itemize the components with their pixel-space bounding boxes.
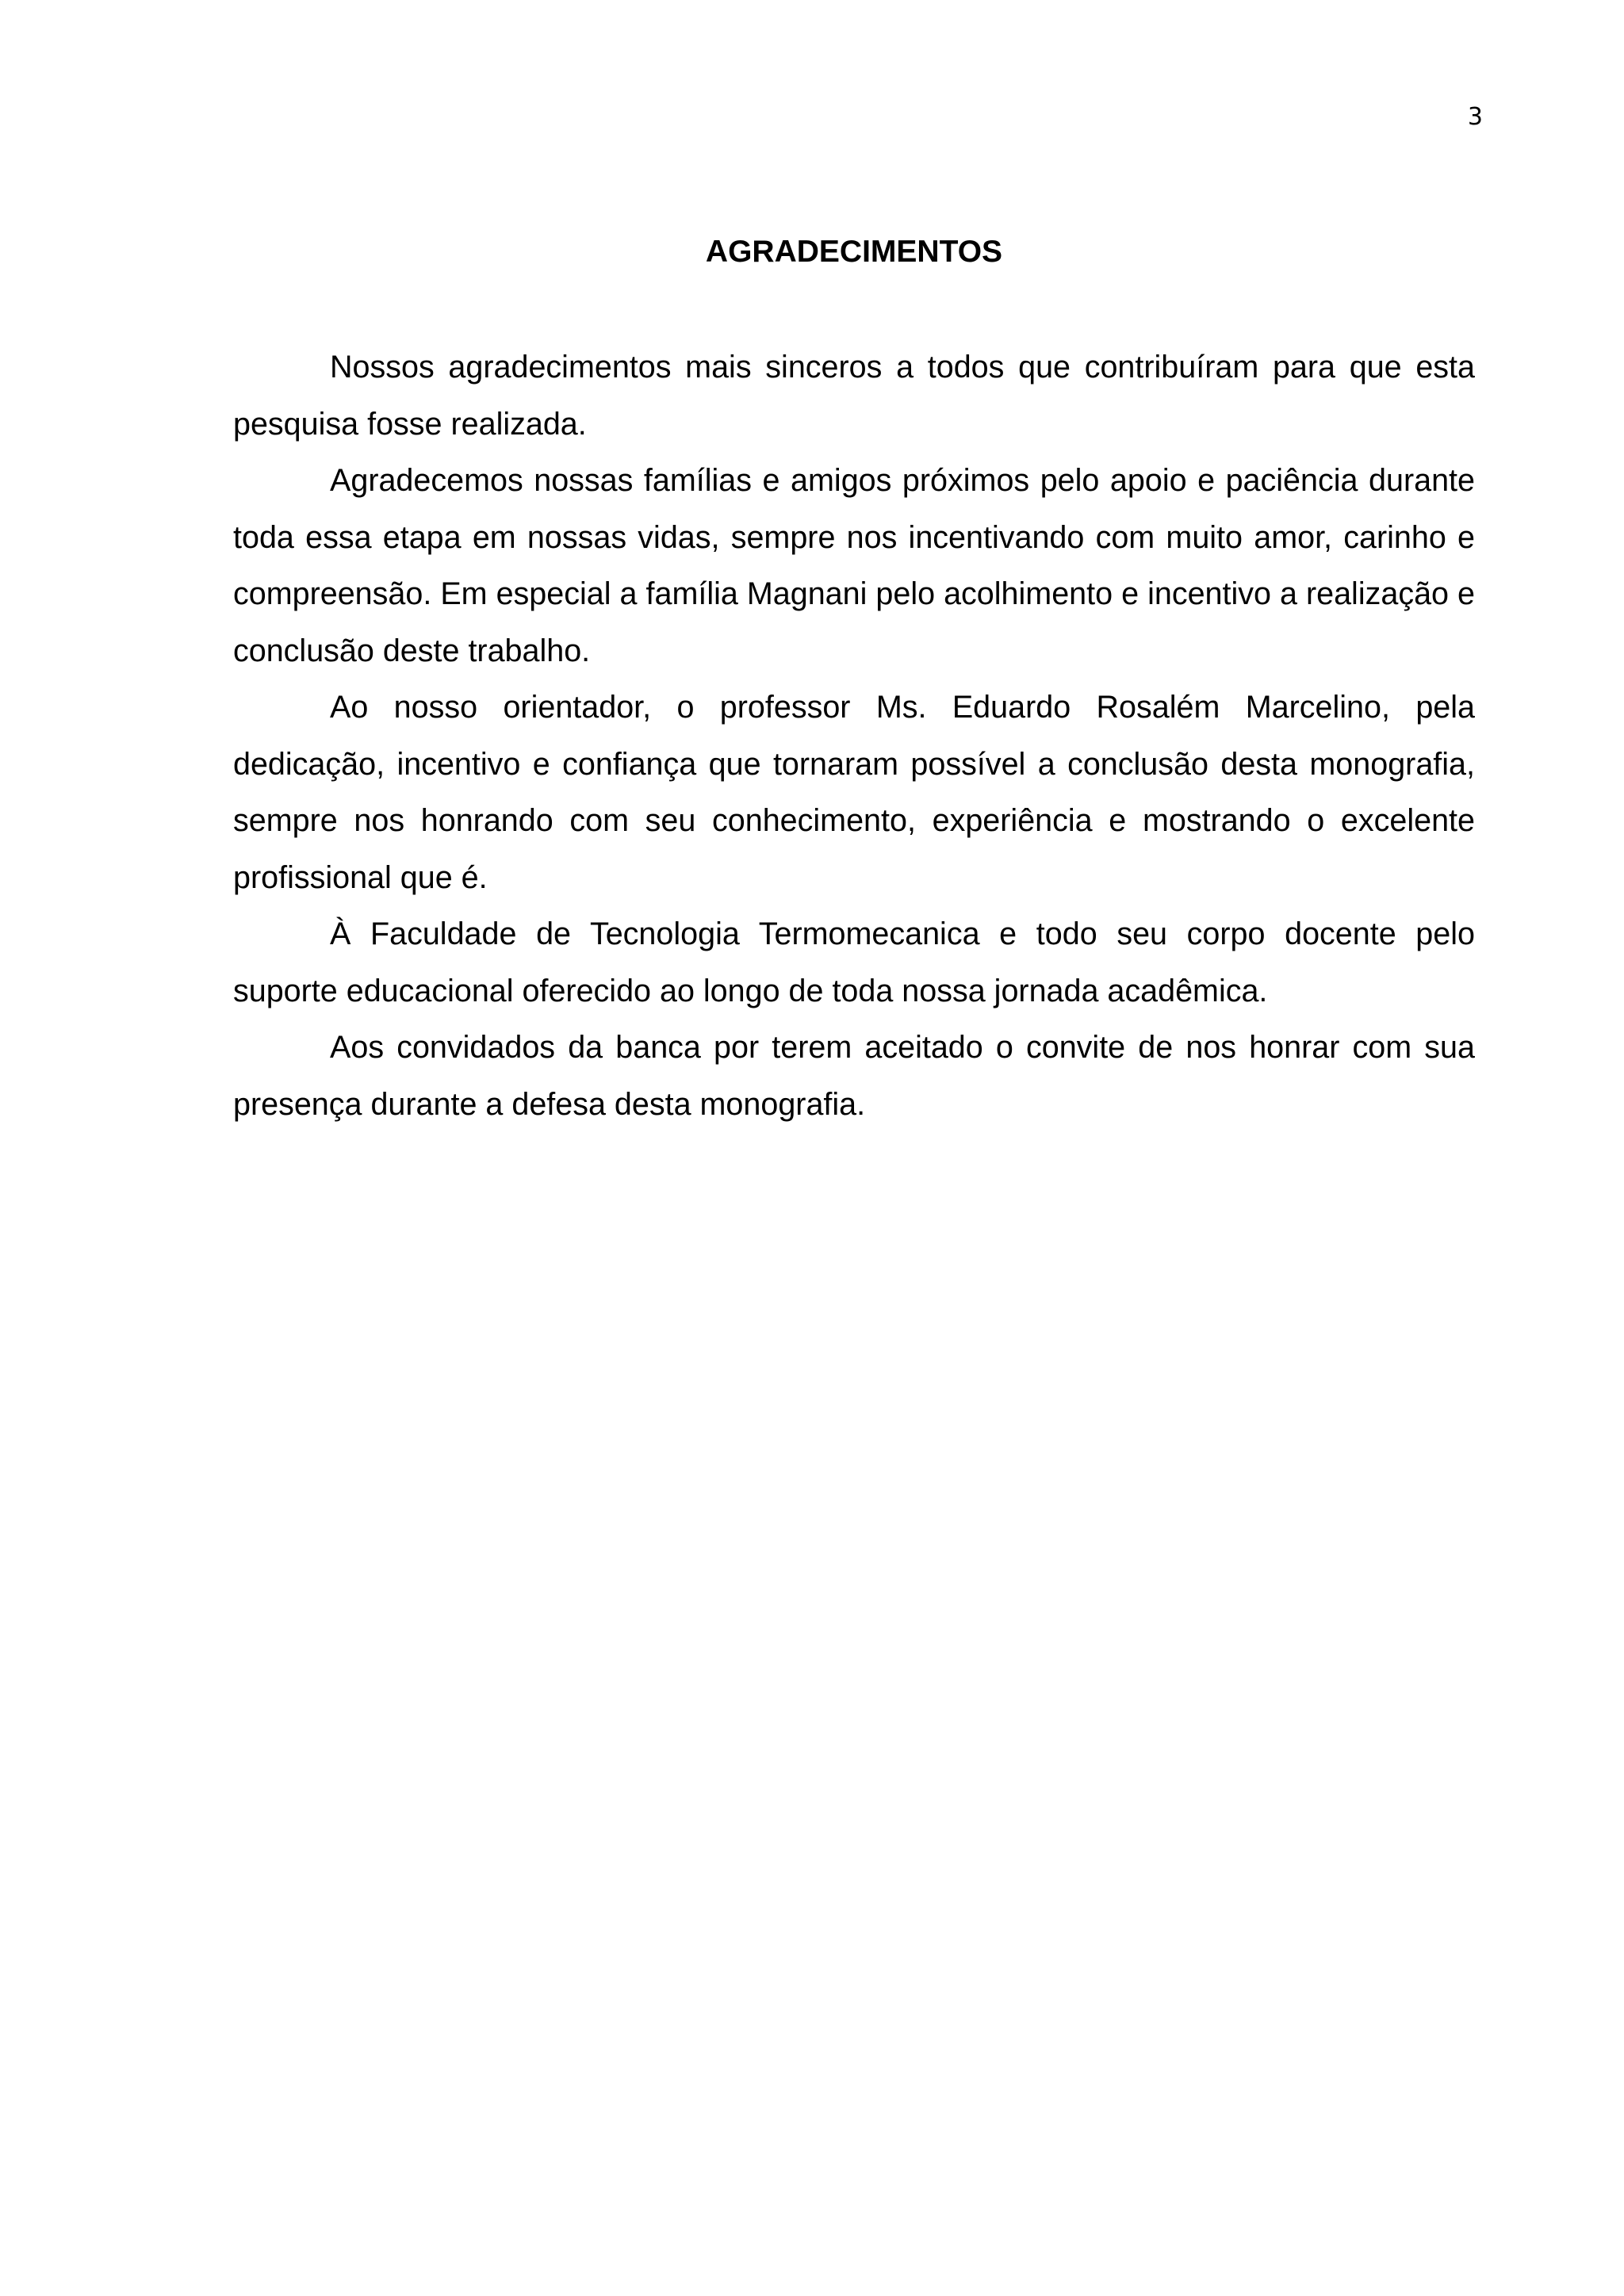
paragraph-thanks-families: Agradecemos nossas famílias e amigos próximos pelo apoio e paciência durante toda essa etapa em nossas vidas, sempre nos incentivando com muito amor, carinho e compreensão. Em especial a família Magnani pelo acolhimento e incentivo a realização e conclusão deste trabalho.: [233, 463, 1475, 668]
page-title: AGRADECIMENTOS: [705, 235, 1003, 269]
paragraph-thanks-advisor: Ao nosso orientador, o professor Ms. Eduardo Rosalém Marcelino, pela dedicação, incentivo e confiança que tornaram possível a conclusão desta monografia, sempre nos honrando com seu conhecimento, experiência e mostrando o excelente profissional que é.: [233, 690, 1475, 895]
page-number: 3: [1467, 103, 1483, 131]
acknowledgements-body: [233, 339, 1475, 1133]
paragraph-thanks-faculty: À Faculdade de Tecnologia Termomecanica e todo seu corpo docente pelo suporte educacional oferecido ao longo de toda nossa jornada acadêmica.: [233, 916, 1475, 1008]
paragraph-thanks-contributors: Nossos agradecimentos mais sinceros a todos que contribuíram para que esta pesquisa fosse realizada.: [233, 350, 1475, 442]
paragraph-thanks-committee: Aos convidados da banca por terem aceitado o convite de nos honrar com sua presença durante a defesa desta monografia.: [233, 1030, 1475, 1122]
